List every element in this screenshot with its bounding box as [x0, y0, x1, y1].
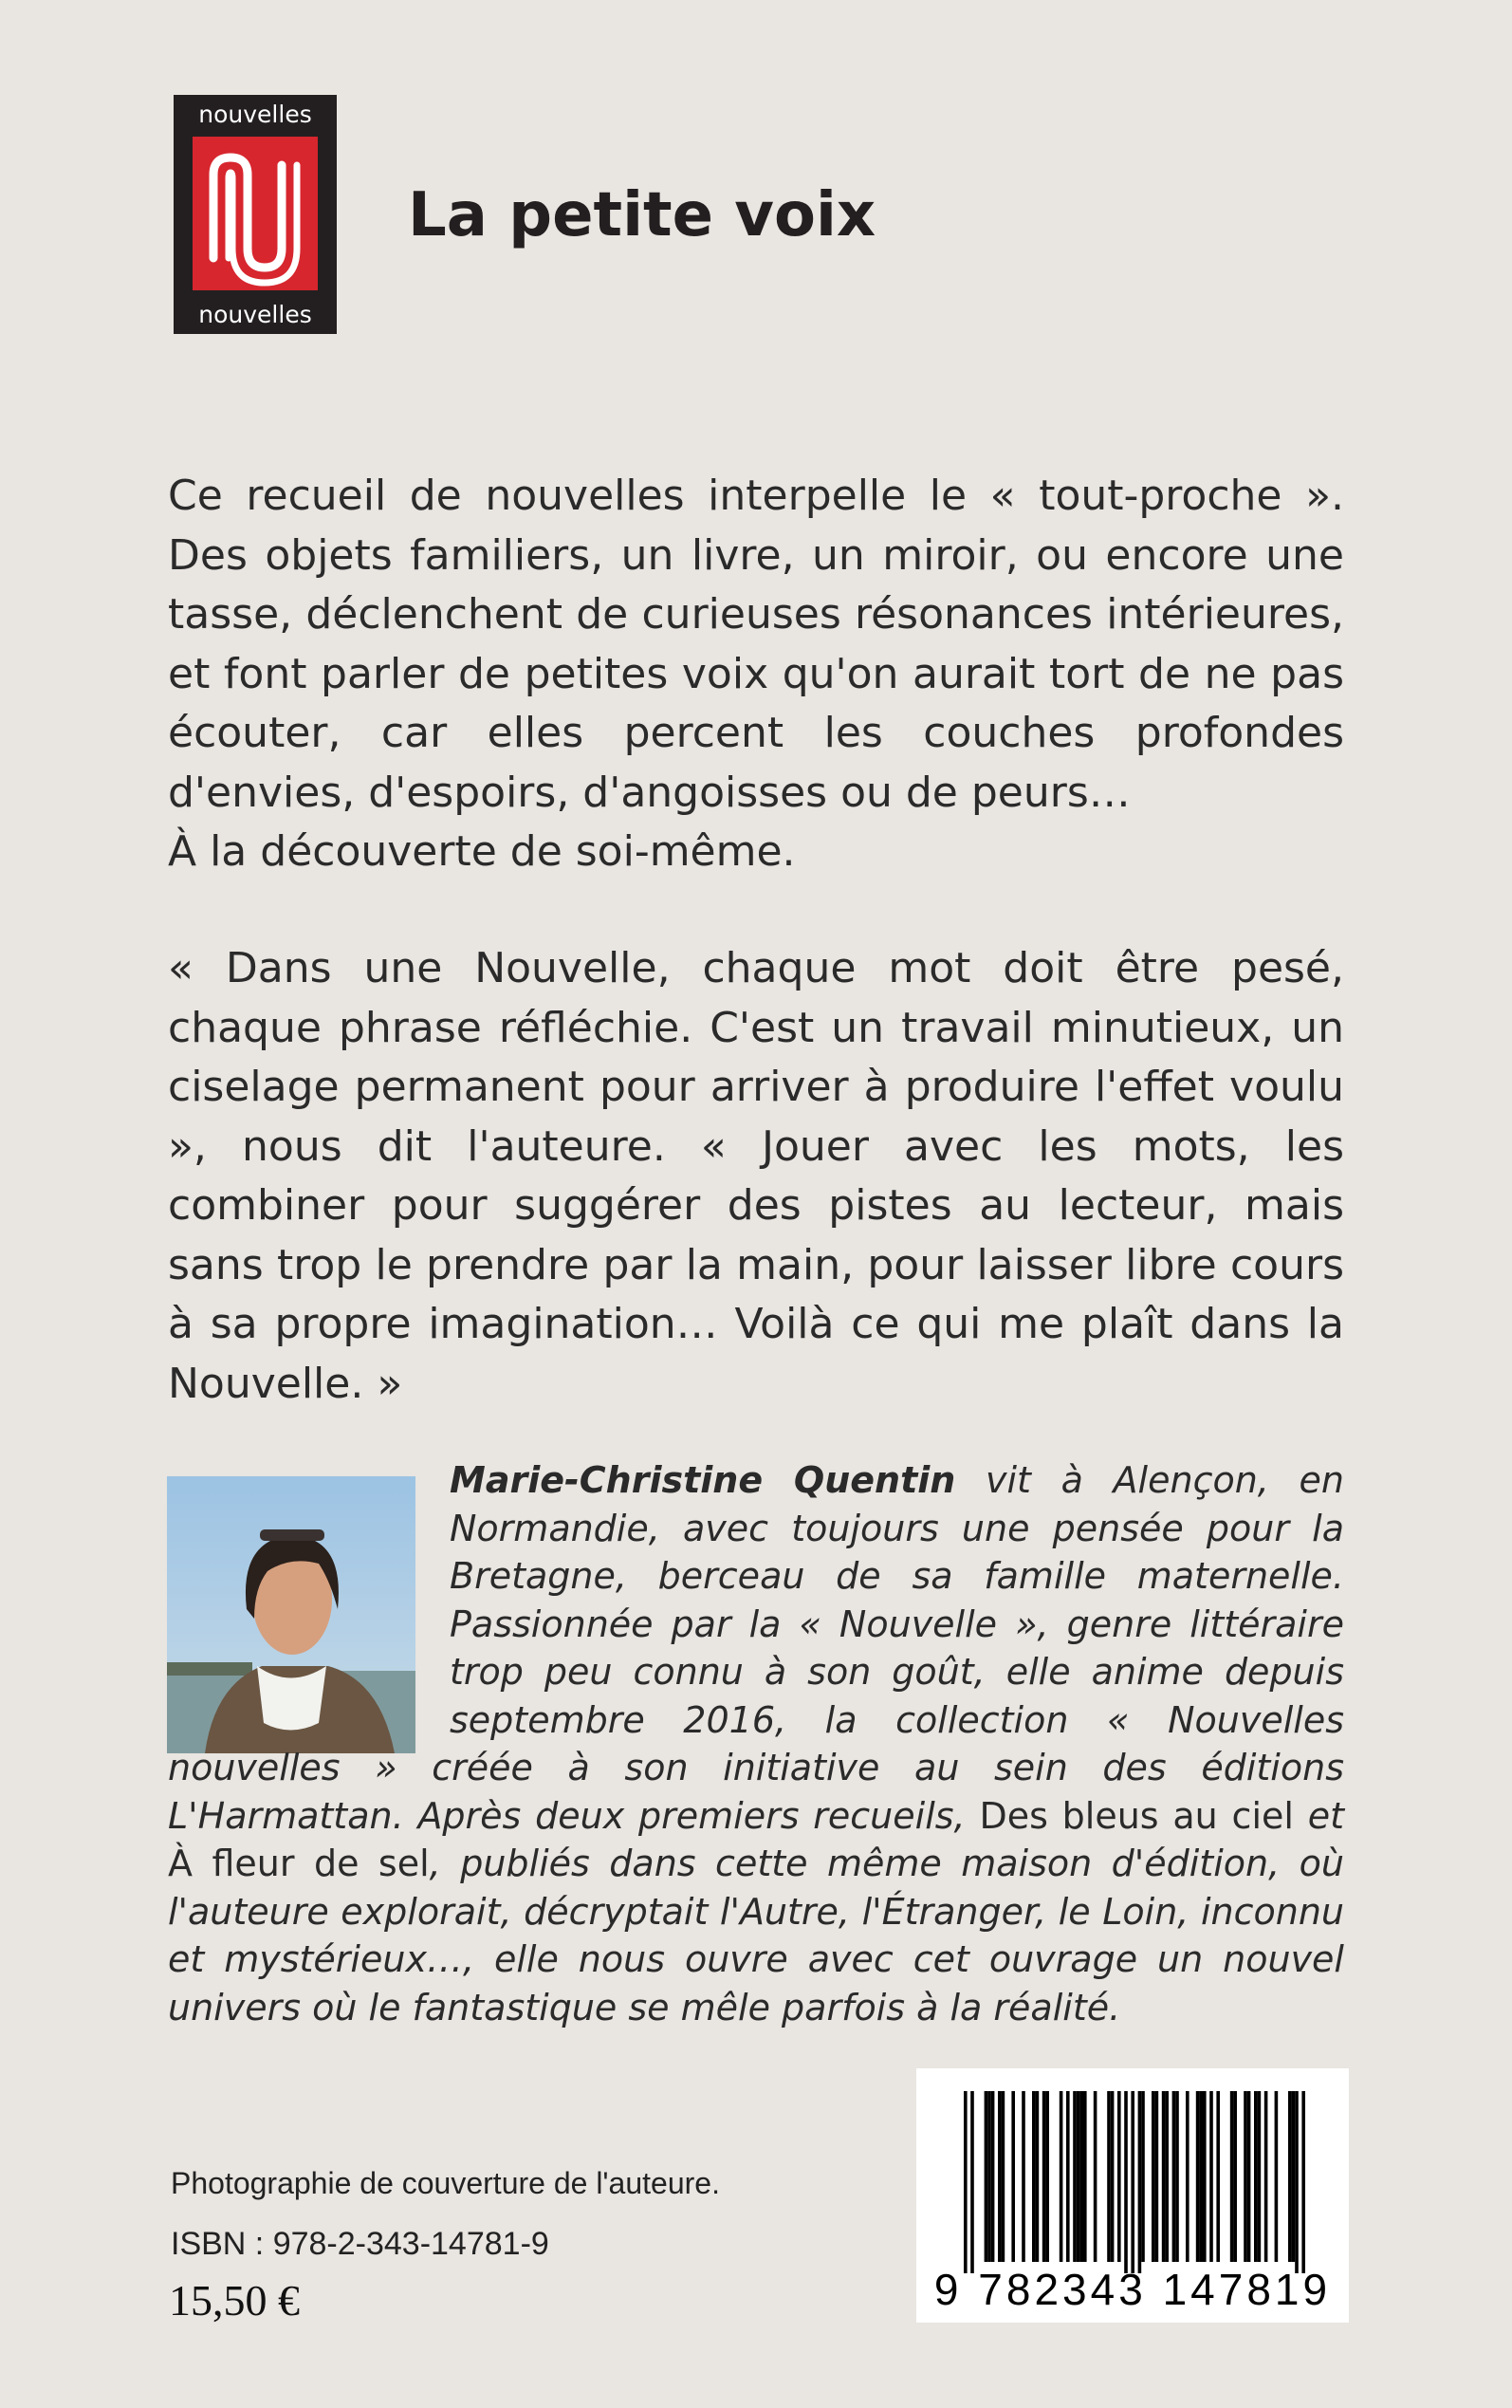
barcode-bar [1254, 2091, 1258, 2262]
barcode-bar [1233, 2091, 1237, 2262]
photo-float-spacer [168, 1456, 450, 1741]
barcode-bar [1295, 2091, 1299, 2273]
bio-book-2: À fleur de sel [168, 1843, 430, 1884]
barcode-bar [1216, 2091, 1220, 2262]
barcode-bar [1244, 2091, 1247, 2262]
publisher-logo [174, 95, 337, 334]
barcode-bar [1094, 2091, 1097, 2262]
barcode-digits: 9 782343 147819 [933, 2265, 1332, 2314]
barcode-bar [1042, 2091, 1046, 2262]
barcode-bar [1022, 2091, 1025, 2262]
bio-text-2: , publiés dans cette même maison d'édition, où l'auteure explorait, décryptait l'Autre, l'Étranger, le Loin, inconnu et mystérieux…, elle nous ouvre avec cet ouvrage un nouvel univers où le fantastique se mêle parfois à la réalité. [168, 1843, 1344, 2028]
barcode-bar [970, 2091, 974, 2273]
barcode-bar [1186, 2091, 1189, 2262]
blurb-paragraph-2 [168, 939, 1344, 1414]
barcode-bar [1203, 2091, 1207, 2262]
barcode-bar [1032, 2091, 1036, 2262]
blurb-text: Ce recueil de nouvelles interpelle le « tout-proche ». Des objets familiers, un livre, un miroir, ou encore une tasse, déclenchent de curieuses résonances intérieures, et font parler de petites voix qu'on aurait tort de ne pas écouter, car elles percent les couches profondes d'envies, d'espoirs, d'angoisses ou de peurs… [168, 472, 1344, 817]
barcode-bar [1301, 2091, 1305, 2273]
barcode-bar [1155, 2091, 1159, 2262]
barcode-bar [1138, 2091, 1142, 2273]
barcode-bar [1060, 2091, 1063, 2262]
barcode-bar [991, 2091, 995, 2262]
barcode [916, 2068, 1349, 2323]
barcode-bar [1209, 2091, 1213, 2262]
barcode-bar [1264, 2091, 1268, 2262]
nu-monogram-icon [193, 137, 318, 290]
barcode-bar [1011, 2091, 1015, 2262]
barcode-bar [1152, 2091, 1155, 2262]
barcode-bar [1045, 2091, 1049, 2262]
author-quote: « Dans une Nouvelle, chaque mot doit être pesé, chaque phrase réfléchie. C'est un travail minutieux, un ciselage permanent pour arriver à produire l'effet voulu », nous dit l'auteure. « Jouer avec les mots, les combiner pour suggérer des pistes au lecteur, mais sans trop le prendre par la main, pour laisser libre cours à sa propre imagination… Voilà ce qui me plaît dans la Nouvelle. » [168, 944, 1344, 1408]
barcode-bar [1111, 2091, 1115, 2262]
barcode-bar [1117, 2091, 1121, 2262]
author-name: Marie-Christine Quentin [450, 1459, 956, 1501]
barcode-bar [1077, 2091, 1080, 2262]
barcode-bar [1141, 2091, 1145, 2262]
bio-text-1: vit à Alençon, en Normandie, avec toujours une pensée pour la Bretagne, berceau de sa famille maternelle. Passionnée par la « Nouvelle », genre littéraire trop peu connu à son goût, elle anime depuis septembre 2016, la collection « Nouvelles nouvelles » créée à son initiative au sein des éditions L'Harmattan. Après deux premiers recueils, [168, 1459, 1344, 1837]
barcode-bar [1292, 2091, 1296, 2262]
blurb-tagline: À la découverte de soi-même. [168, 827, 796, 876]
barcode-bar [1131, 2091, 1134, 2273]
barcode-bar [1258, 2091, 1262, 2262]
bio-conj: et [1293, 1794, 1345, 1837]
author-bio [168, 1456, 1344, 2031]
price: 15,50 € [169, 2276, 300, 2325]
barcode-bar [985, 2091, 988, 2262]
barcode-bar [1002, 2091, 1005, 2262]
barcode-bar [1172, 2091, 1176, 2262]
logo-top-text: nouvelles [198, 101, 312, 128]
barcode-bar [1175, 2091, 1179, 2262]
barcode-bar [964, 2091, 968, 2273]
isbn: ISBN : 978-2-343-14781-9 [171, 2226, 549, 2262]
barcode-bar [1247, 2091, 1251, 2262]
barcode-bar [998, 2091, 1002, 2262]
logo-red-panel [193, 137, 318, 290]
barcode-bar [1196, 2091, 1200, 2262]
barcode-bar [1073, 2091, 1077, 2262]
barcode-bar [1036, 2091, 1040, 2262]
barcode-bar [1066, 2091, 1070, 2262]
barcode-bar [1165, 2091, 1169, 2262]
barcode-bar [1288, 2091, 1292, 2262]
barcode-bar [1107, 2091, 1111, 2262]
barcode-bar [987, 2091, 991, 2262]
logo-bottom-text: nouvelles [198, 301, 312, 328]
bio-book-1: Des bleus au ciel [979, 1794, 1294, 1837]
barcode-bar [1124, 2091, 1128, 2273]
barcode-bar [1079, 2091, 1083, 2262]
barcode-bar [1083, 2091, 1087, 2262]
photo-credit: Photographie de couverture de l'auteure. [171, 2166, 720, 2200]
barcode-bar [1199, 2091, 1203, 2262]
book-title: La petite voix [408, 180, 876, 250]
blurb-paragraph-1 [168, 467, 1344, 882]
barcode-bar [1162, 2091, 1166, 2262]
barcode-bar [1275, 2091, 1279, 2262]
barcode-bar [1230, 2091, 1234, 2262]
